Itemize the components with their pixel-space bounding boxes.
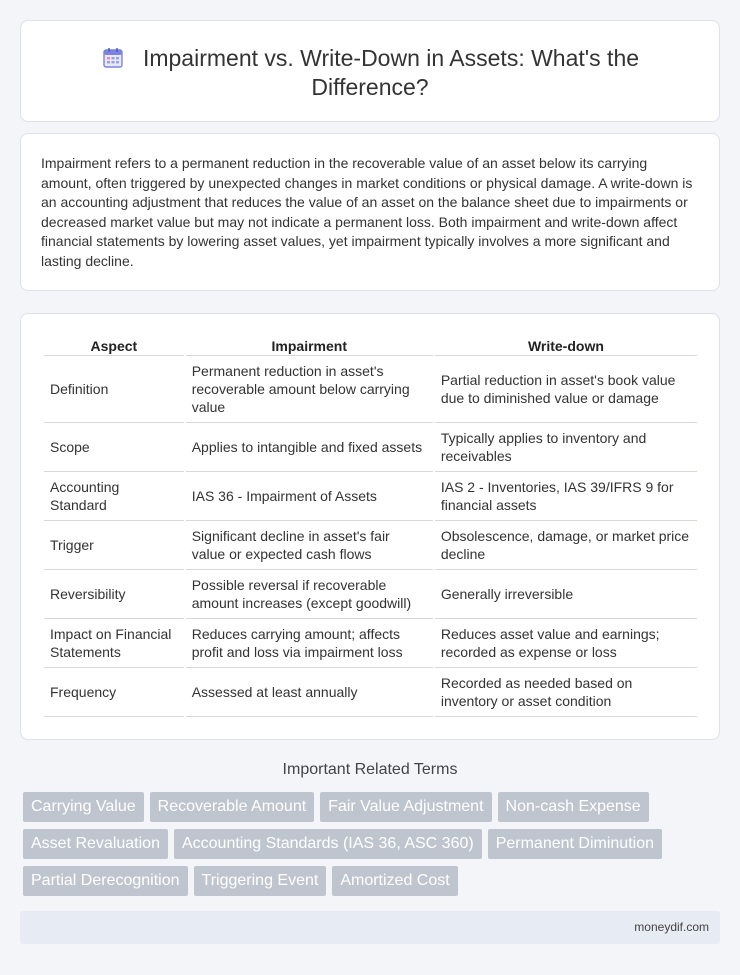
title-card [20, 20, 720, 122]
footer-site-link[interactable]: moneydif.com [634, 920, 709, 934]
term-chip[interactable]: Fair Value Adjustment [320, 792, 491, 822]
term-chip[interactable]: Recoverable Amount [150, 792, 315, 822]
term-chip[interactable]: Accounting Standards (IAS 36, ASC 360) [174, 829, 482, 859]
related-terms-list [23, 792, 723, 903]
header-impairment: Impairment [186, 334, 433, 356]
table-row [44, 472, 697, 521]
intro-card [20, 133, 720, 291]
comparison-card [20, 313, 720, 740]
cell-write-down: Obsolescence, damage, or market price decline [435, 521, 697, 570]
cell-impairment: IAS 36 - Impairment of Assets [186, 472, 433, 521]
related-terms-title: Important Related Terms [282, 761, 458, 778]
cell-write-down: Partial reduction in asset's book value due to diminished value or damage [435, 356, 697, 423]
cell-write-down: Recorded as needed based on inventory or asset condition [435, 668, 697, 717]
cell-impairment: Applies to intangible and fixed assets [186, 423, 433, 472]
comparison-table [42, 334, 699, 717]
table-row [44, 668, 697, 717]
calendar-icon [101, 46, 125, 70]
table-row [44, 521, 697, 570]
cell-write-down: Generally irreversible [435, 570, 697, 619]
term-chip[interactable]: Non-cash Expense [498, 792, 649, 822]
term-chip[interactable]: Carrying Value [23, 792, 144, 822]
cell-aspect: Definition [44, 356, 184, 423]
table-row [44, 570, 697, 619]
cell-aspect: Impact on Financial Statements [44, 619, 184, 668]
cell-aspect: Accounting Standard [44, 472, 184, 521]
term-chip[interactable]: Triggering Event [194, 866, 327, 896]
header-aspect: Aspect [44, 334, 184, 356]
table-row [44, 619, 697, 668]
cell-write-down: Reduces asset value and earnings; recorded as expense or loss [435, 619, 697, 668]
term-chip[interactable]: Permanent Diminution [488, 829, 662, 859]
table-header-row [44, 334, 697, 356]
header-write-down: Write-down [435, 334, 697, 356]
cell-write-down: Typically applies to inventory and receivables [435, 423, 697, 472]
term-chip[interactable]: Asset Revaluation [23, 829, 168, 859]
page-title: Impairment vs. Write-Down in Assets: What's the Difference? [142, 45, 640, 100]
cell-aspect: Frequency [44, 668, 184, 717]
cell-aspect: Reversibility [44, 570, 184, 619]
cell-aspect: Trigger [44, 521, 184, 570]
page-title-wrap [21, 44, 719, 102]
intro-paragraph: Impairment refers to a permanent reduction in the recoverable value of an asset below its carrying amount, often triggered by unexpected changes in market conditions or physical damage. A write-down is an accounting adjustment that reduces the value of an asset on the balance sheet due to impairments or decreased market value but may not indicate a permanent loss. Both impairment and write-down affect financial statements by lowering asset values, yet impairment typically involves a more significant and lasting decline. [41, 155, 693, 269]
cell-impairment: Assessed at least annually [186, 668, 433, 717]
cell-write-down: IAS 2 - Inventories, IAS 39/IFRS 9 for financial assets [435, 472, 697, 521]
footer-bar [20, 911, 720, 944]
cell-impairment: Permanent reduction in asset's recoverable amount below carrying value [186, 356, 433, 423]
cell-impairment: Reduces carrying amount; affects profit and loss via impairment loss [186, 619, 433, 668]
cell-impairment: Significant decline in asset's fair value or expected cash flows [186, 521, 433, 570]
table-row [44, 356, 697, 423]
cell-aspect: Scope [44, 423, 184, 472]
table-row [44, 423, 697, 472]
term-chip[interactable]: Partial Derecognition [23, 866, 188, 896]
cell-impairment: Possible reversal if recoverable amount increases (except goodwill) [186, 570, 433, 619]
term-chip[interactable]: Amortized Cost [332, 866, 457, 896]
